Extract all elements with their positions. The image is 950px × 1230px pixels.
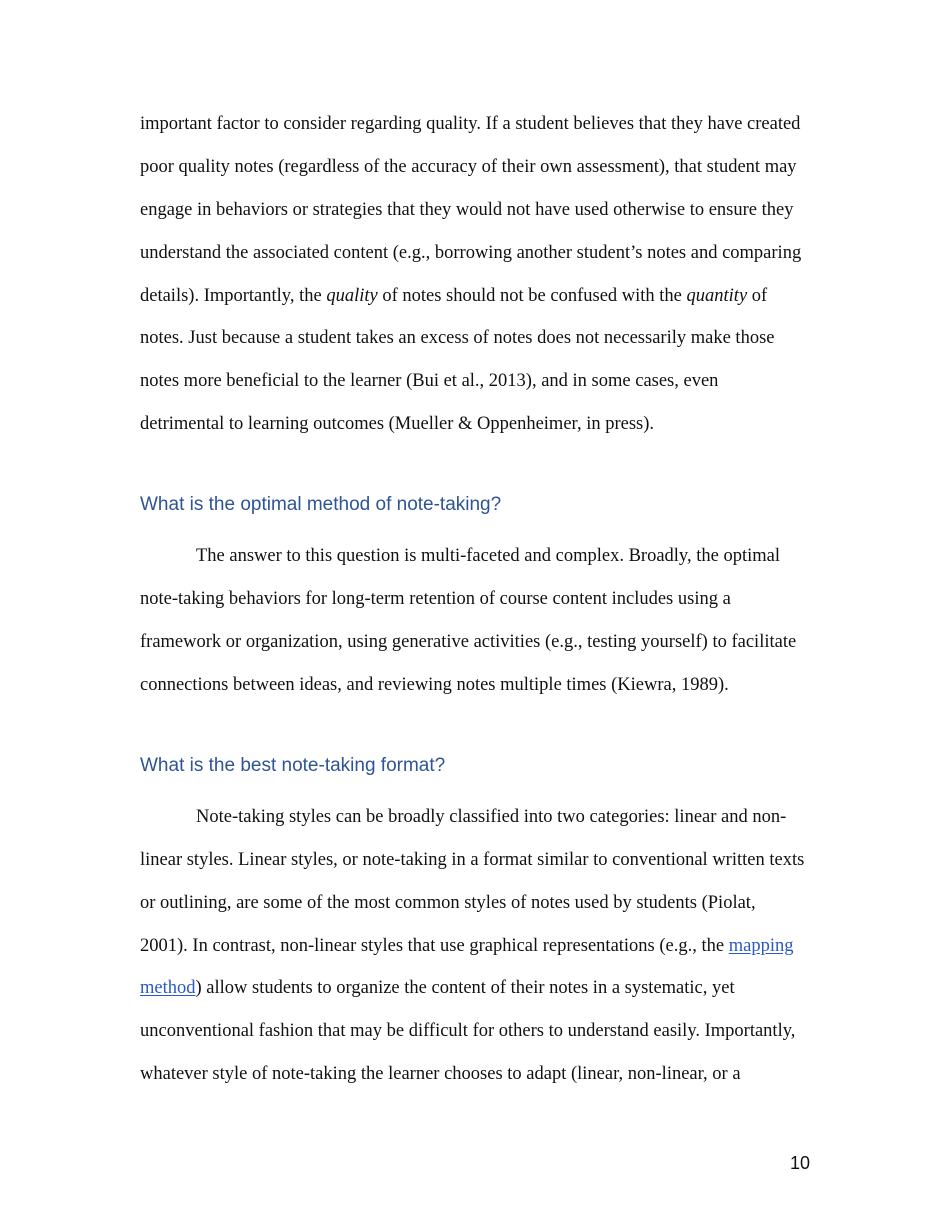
text-line: understand the associated content (e.g., borrowing another student’s notes and comparing [140, 243, 802, 263]
section-heading-optimal-method: What is the optimal method of note-taking? [140, 494, 502, 515]
section-heading-best-format: What is the best note-taking format? [140, 755, 446, 776]
text-line [140, 937, 793, 956]
text-line: whatever style of note-taking the learner chooses to adapt (linear, non-linear, or a [140, 1064, 741, 1084]
text-run: of [747, 286, 768, 306]
text-line: detrimental to learning outcomes (Mueller & Oppenheimer, in press). [140, 414, 655, 434]
text-line: notes more beneficial to the learner (Bui et al., 2013), and in some cases, even [140, 371, 719, 391]
text-line: connections between ideas, and reviewing notes multiple times (Kiewra, 1989). [140, 675, 729, 695]
text-run: ) allow students to organize the content of their notes in a systematic, yet [195, 978, 735, 998]
text-line: important factor to consider regarding quality. If a student believes that they have created [140, 114, 801, 134]
text-line: The answer to this question is multi-faceted and complex. Broadly, the optimal [196, 546, 780, 566]
text-line: linear styles. Linear styles, or note-taking in a format similar to conventional written texts [140, 850, 805, 870]
text-run: of notes should not be confused with the [377, 286, 687, 306]
text-line [140, 287, 767, 306]
text-run: 2001). In contrast, non-linear styles that use graphical representations (e.g., the [140, 936, 729, 956]
text-line: note-taking behaviors for long-term retention of course content includes using a [140, 589, 731, 609]
text-line: Note-taking styles can be broadly classified into two categories: linear and non- [196, 807, 787, 827]
page-number: 10 [789, 1153, 810, 1173]
text-line: engage in behaviors or strategies that they would not have used otherwise to ensure they [140, 200, 794, 220]
text-line [140, 979, 735, 998]
text-run: details). Importantly, the [140, 286, 327, 306]
text-line: framework or organization, using generative activities (e.g., testing yourself) to facilitate [140, 632, 797, 652]
text-line: or outlining, are some of the most common styles of notes used by students (Piolat, [140, 893, 756, 913]
emphasis-quantity: quantity [686, 286, 748, 306]
emphasis-quality: quality [326, 286, 378, 306]
text-line: poor quality notes (regardless of the accuracy of their own assessment), that student may [140, 157, 797, 177]
mapping-method-link[interactable]: mapping [728, 936, 794, 956]
mapping-method-link[interactable]: method [140, 978, 196, 998]
text-line: unconventional fashion that may be difficult for others to understand easily. Importantly, [140, 1021, 796, 1041]
text-line: notes. Just because a student takes an excess of notes does not necessarily make those [140, 328, 775, 348]
